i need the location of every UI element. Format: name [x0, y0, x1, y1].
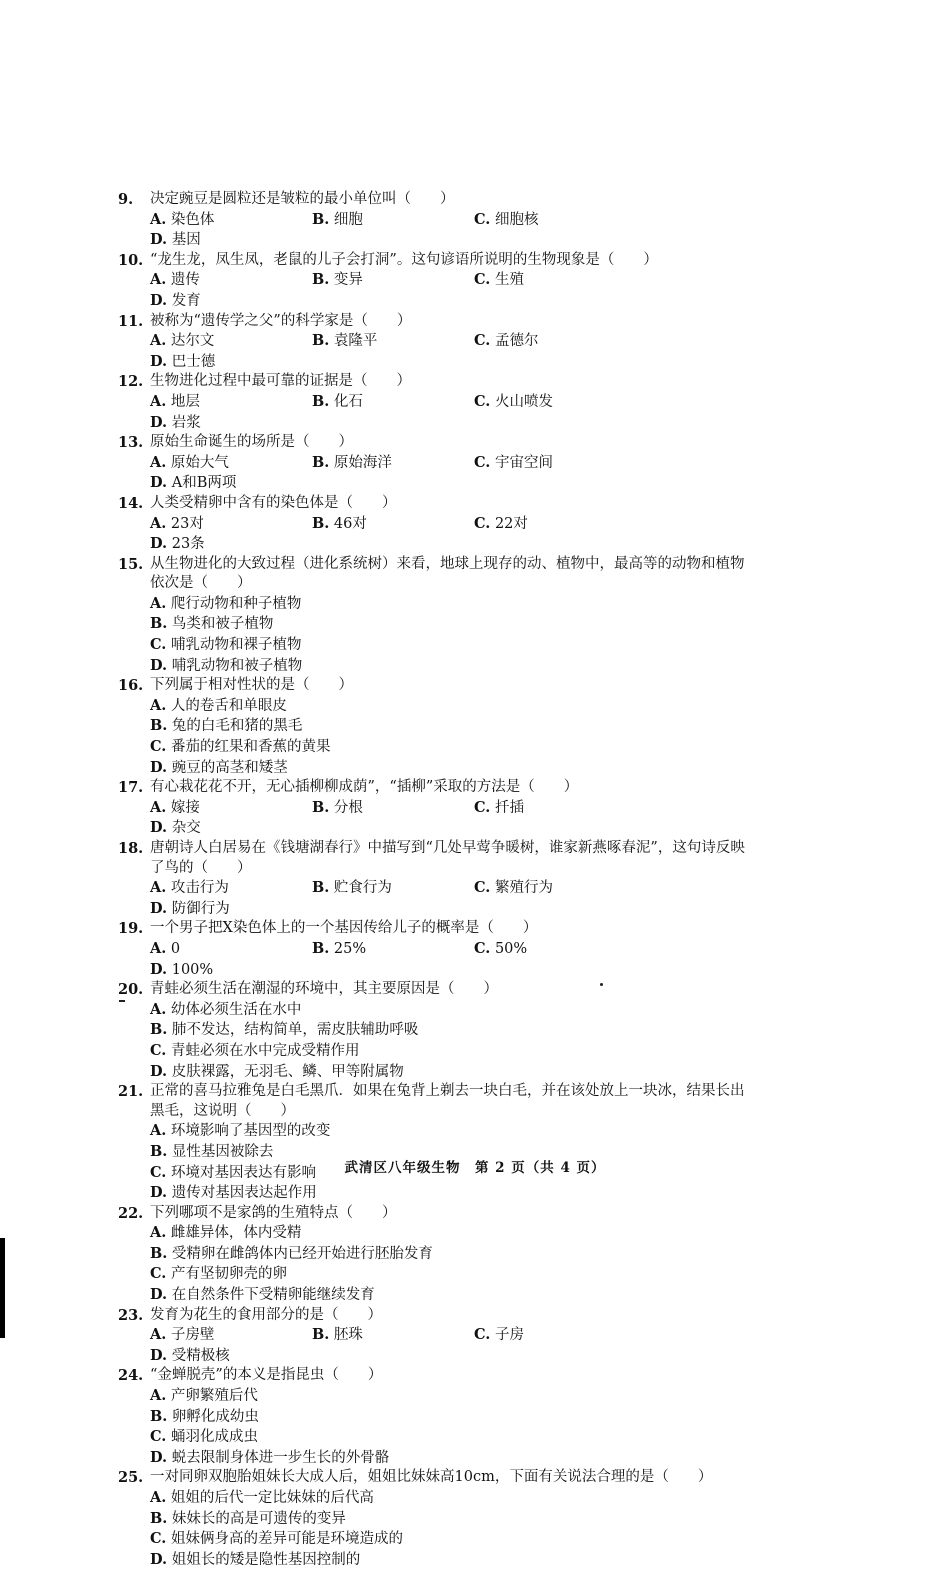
option-group	[118, 331, 758, 372]
question-stem: 正常的喜马拉雅兔是白毛黑爪．如果在兔背上剃去一块白毛，并在该处放上一块冰，结果长出黑毛，这说明（ ）	[150, 1083, 745, 1119]
question-stem: 从生物进化的大致过程（进化系统树）来看，地球上现存的动、植物中，最高等的动物和植物依次是（ ）	[150, 555, 745, 592]
option-text: 番茄的红果和香蕉的黄果	[170, 739, 331, 756]
option-group	[118, 210, 758, 251]
option-label: C.	[150, 1163, 167, 1181]
option-label: C.	[150, 1265, 167, 1283]
option-item	[312, 514, 474, 535]
option-text: 25%	[333, 940, 367, 957]
question-item	[118, 555, 758, 677]
option-text: 胚珠	[333, 1327, 363, 1344]
question-stem: 被称为“遗传学之父”的科学家是（ ）	[150, 312, 412, 329]
question-number: 17.	[118, 779, 144, 797]
option-group	[118, 514, 758, 555]
option-group	[118, 1000, 758, 1082]
option-text: 子房	[494, 1327, 524, 1344]
option-label: D.	[150, 1062, 168, 1080]
option-label: C.	[150, 738, 167, 756]
option-text: 妹妹长的高是可遗传的变异	[171, 1510, 346, 1527]
question-stem: 人类受精卵中含有的染色体是（ ）	[150, 494, 397, 511]
option-label: B.	[150, 615, 168, 633]
option-text: 嫁接	[170, 799, 200, 816]
question-stem: 有心栽花花不开，无心插柳柳成荫”，“插柳”采取的方法是（ ）	[150, 779, 579, 796]
option-label: D.	[150, 474, 168, 492]
option-item	[474, 514, 636, 535]
question-item	[118, 1082, 758, 1204]
option-text: 扦插	[494, 799, 524, 816]
question-item	[118, 251, 758, 312]
option-text: 0	[170, 940, 181, 957]
question-item	[118, 312, 758, 373]
question-number: 18.	[118, 840, 144, 857]
question-item	[118, 778, 758, 839]
question-number: 20.	[118, 981, 144, 999]
option-text: 染色体	[170, 211, 215, 228]
question-number: 10.	[118, 251, 144, 269]
question-number: 12.	[118, 373, 144, 391]
option-text: 宇宙空间	[494, 454, 553, 471]
option-label: D.	[150, 413, 168, 431]
option-item	[150, 878, 312, 899]
option-item	[150, 656, 473, 677]
option-text: 豌豆的高茎和矮茎	[171, 759, 288, 776]
option-group	[118, 696, 758, 778]
question-number: 23.	[118, 1306, 144, 1324]
question-number: 14.	[118, 494, 144, 512]
option-text: 遗传对基因表达起作用	[171, 1185, 317, 1202]
option-label: A.	[150, 1224, 167, 1242]
question-stem: 唐朝诗人白居易在《钱塘湖春行》中描写到“几处早莺争暖树，谁家新燕啄春泥”，这句诗反映了鸟的（ ）	[150, 840, 745, 876]
option-text: 23条	[171, 536, 205, 553]
option-item	[474, 210, 636, 231]
option-item	[150, 1285, 758, 1306]
option-item	[150, 737, 473, 758]
option-label: D.	[150, 535, 168, 553]
option-text: 蛹羽化成成虫	[170, 1429, 258, 1446]
question-stem: 一对同卵双胞胎姐妹长大成人后，姐姐比妹妹高10cm，下面有关说法合理的是（ ）	[150, 1469, 713, 1486]
option-item	[474, 1325, 636, 1346]
option-item	[150, 210, 312, 231]
option-label: B.	[312, 514, 330, 532]
option-text: 100%	[171, 961, 214, 978]
option-text: 防御行为	[171, 900, 230, 917]
option-group	[118, 270, 758, 311]
option-text: 姐妹俩身高的差异可能是环境造成的	[170, 1531, 403, 1548]
option-label: D.	[150, 899, 168, 917]
option-group	[118, 392, 758, 433]
question-stem: 下列属于相对性状的是（ ）	[150, 677, 353, 694]
question-item	[118, 190, 758, 251]
option-label: C.	[474, 453, 491, 471]
option-label: B.	[150, 1142, 168, 1160]
option-item	[150, 534, 312, 555]
question-item	[118, 1366, 758, 1468]
question-item	[118, 1204, 758, 1306]
question-stem: 下列哪项不是家鸽的生殖特点（ ）	[150, 1204, 397, 1221]
question-number: 25.	[118, 1469, 144, 1487]
option-label: A.	[150, 939, 167, 957]
option-label: A.	[150, 1326, 167, 1344]
option-text: 贮食行为	[333, 880, 392, 897]
option-text: 爬行动物和种子植物	[170, 595, 302, 612]
option-item	[150, 635, 473, 656]
option-label: B.	[150, 1021, 168, 1039]
option-label: B.	[150, 1407, 168, 1425]
option-item	[474, 270, 636, 291]
option-text: 23对	[170, 515, 204, 532]
option-text: 46对	[333, 515, 367, 532]
question-number: 16.	[118, 677, 144, 695]
option-text: 在自然条件下受精卵能继续发育	[171, 1287, 375, 1304]
option-label: C.	[474, 210, 491, 228]
question-number: 24.	[118, 1367, 144, 1385]
option-group	[118, 1386, 758, 1468]
option-text: 幼体必须生活在水中	[170, 1001, 302, 1018]
option-item	[150, 1223, 758, 1244]
option-text: 哺乳动物和被子植物	[171, 657, 303, 674]
option-label: B.	[150, 1244, 168, 1262]
option-label: B.	[312, 271, 330, 289]
option-label: A.	[150, 1387, 167, 1405]
option-item	[150, 1041, 758, 1062]
option-label: C.	[474, 514, 491, 532]
question-item	[118, 372, 758, 433]
option-label: D.	[150, 1184, 168, 1202]
option-label: A.	[150, 392, 167, 410]
option-text: 蜕去限制身体进一步生长的外骨骼	[171, 1449, 390, 1466]
option-item	[312, 939, 474, 960]
question-number: 13.	[118, 434, 144, 452]
option-item	[150, 1183, 473, 1204]
option-text: 繁殖行为	[494, 880, 553, 897]
option-label: D.	[150, 352, 168, 370]
option-label: A.	[150, 696, 167, 714]
option-text: 原始大气	[170, 454, 229, 471]
scan-speck	[600, 983, 603, 986]
option-text: 生殖	[494, 272, 524, 289]
option-item	[312, 453, 474, 474]
option-item	[474, 798, 636, 819]
option-item	[150, 473, 312, 494]
option-group	[118, 798, 758, 839]
option-item	[150, 798, 312, 819]
option-item	[150, 1488, 473, 1509]
option-group	[118, 939, 758, 980]
option-text: 受精卵在雌鸽体内已经开始进行胚胎发育	[171, 1245, 433, 1262]
option-text: 青蛙必须在水中完成受精作用	[170, 1042, 360, 1059]
option-text: 达尔文	[170, 333, 215, 350]
option-item	[150, 960, 312, 981]
option-item	[150, 1509, 473, 1530]
question-item	[118, 1468, 758, 1570]
question-stem: 一个男子把X染色体上的一个基因传给儿子的概率是（ ）	[150, 920, 538, 937]
option-label: B.	[312, 939, 330, 957]
option-text: 基因	[171, 232, 201, 249]
option-text: 环境对基因表达有影响	[170, 1164, 316, 1181]
question-list	[118, 190, 758, 1570]
option-text: 显性基因被除去	[171, 1143, 274, 1160]
option-text: 子房壁	[170, 1327, 215, 1344]
question-stem: 生物进化过程中最可靠的证据是（ ）	[150, 373, 411, 390]
question-stem: 青蛙必须生活在潮湿的环境中，其主要原因是（ ）	[150, 981, 498, 998]
option-group	[118, 1488, 758, 1570]
option-label: D.	[150, 960, 168, 978]
option-item	[150, 594, 473, 615]
option-item	[150, 230, 312, 251]
option-item	[150, 1427, 473, 1448]
option-label: D.	[150, 1550, 168, 1568]
option-label: B.	[312, 392, 330, 410]
option-item	[312, 331, 474, 352]
option-text: 兔的白毛和猪的黑毛	[171, 718, 303, 735]
option-text: 产卵繁殖后代	[170, 1388, 258, 1405]
option-item	[150, 331, 312, 352]
option-label: A.	[150, 594, 167, 612]
option-text: 鸟类和被子植物	[171, 616, 274, 633]
option-label: C.	[474, 879, 491, 897]
option-group	[118, 594, 758, 676]
option-label: A.	[150, 271, 167, 289]
option-item	[312, 878, 474, 899]
option-text: 姐姐长的矮是隐性基因控制的	[171, 1551, 361, 1568]
option-label: C.	[474, 271, 491, 289]
option-text: 姐姐的后代一定比妹妹的后代高	[170, 1490, 374, 1506]
option-text: 分根	[333, 799, 363, 816]
option-label: D.	[150, 291, 168, 309]
option-item	[150, 1325, 312, 1346]
option-label: D.	[150, 1448, 168, 1466]
option-text: 化石	[333, 393, 363, 410]
option-text: 发育	[171, 292, 201, 309]
question-item	[118, 433, 758, 494]
option-label: A.	[150, 514, 167, 532]
option-text: 哺乳动物和裸子植物	[170, 637, 302, 654]
option-label: B.	[312, 210, 330, 228]
option-text: 原始海洋	[333, 454, 392, 471]
question-item	[118, 839, 758, 919]
option-group	[118, 1325, 758, 1366]
option-text: 遗传	[170, 272, 200, 289]
option-label: C.	[474, 939, 491, 957]
option-group	[118, 878, 758, 919]
option-text: 50%	[494, 940, 528, 957]
option-text: 产有坚韧卵壳的卵	[170, 1266, 287, 1283]
question-stem: 发育为花生的食用部分的是（ ）	[150, 1306, 382, 1323]
scan-edge-mark	[0, 1238, 5, 1338]
option-item	[150, 270, 312, 291]
option-text: 杂交	[171, 820, 201, 837]
option-item	[150, 758, 473, 779]
option-item	[150, 1407, 473, 1428]
option-label: C.	[150, 636, 167, 654]
option-item	[150, 1550, 473, 1570]
option-label: B.	[150, 717, 168, 735]
option-item	[150, 1244, 758, 1265]
option-text: 环境影响了基因型的改变	[170, 1123, 331, 1140]
option-label: A.	[150, 332, 167, 350]
question-number: 21.	[118, 1083, 144, 1101]
option-item	[150, 899, 312, 920]
option-item	[474, 939, 636, 960]
question-number: 22.	[118, 1204, 144, 1222]
option-group	[118, 453, 758, 494]
question-stem: 原始生命诞生的场所是（ ）	[150, 434, 353, 451]
option-text: 22对	[494, 515, 528, 532]
option-item	[150, 614, 473, 635]
option-item	[150, 1529, 473, 1550]
option-label: A.	[150, 1122, 167, 1140]
question-item	[118, 676, 758, 778]
option-text: 细胞	[333, 211, 363, 228]
option-label: D.	[150, 231, 168, 249]
option-label: C.	[150, 1428, 167, 1446]
option-label: D.	[150, 656, 168, 674]
option-item	[150, 716, 473, 737]
scan-speck	[119, 1000, 125, 1002]
option-label: B.	[312, 332, 330, 350]
option-label: D.	[150, 819, 168, 837]
option-item	[150, 453, 312, 474]
option-item	[150, 352, 312, 373]
option-item	[474, 453, 636, 474]
option-item	[474, 331, 636, 352]
option-label: C.	[474, 798, 491, 816]
option-item	[312, 798, 474, 819]
option-item	[474, 392, 636, 413]
option-text: 攻击行为	[170, 880, 229, 897]
question-number: 19.	[118, 920, 144, 938]
option-text: 雌雄异体，体内受精	[170, 1225, 302, 1242]
option-group	[118, 1223, 758, 1305]
option-label: A.	[150, 798, 167, 816]
option-item	[150, 1062, 758, 1083]
option-label: D.	[150, 1346, 168, 1364]
option-label: A.	[150, 210, 167, 228]
option-item	[150, 1000, 758, 1021]
question-item	[118, 1306, 758, 1367]
option-item	[150, 939, 312, 960]
option-item	[312, 270, 474, 291]
option-item	[312, 392, 474, 413]
page-footer: 武清区八年级生物 第 2 页（共 4 页）	[344, 1160, 606, 1176]
option-item	[150, 818, 312, 839]
option-label: B.	[312, 879, 330, 897]
option-label: B.	[312, 453, 330, 471]
option-text: 变异	[333, 272, 363, 289]
option-label: A.	[150, 879, 167, 897]
option-item	[150, 1020, 758, 1041]
option-text: A和B两项	[171, 475, 237, 492]
option-label: A.	[150, 1489, 167, 1506]
question-number: 9.	[118, 191, 134, 208]
option-item	[474, 878, 636, 899]
option-text: 火山喷发	[494, 393, 553, 410]
option-item	[150, 413, 312, 434]
option-text: 卵孵化成幼虫	[171, 1408, 259, 1425]
option-label: B.	[312, 1326, 330, 1344]
option-label: C.	[150, 1530, 167, 1548]
question-number: 15.	[118, 555, 144, 573]
option-item	[312, 210, 474, 231]
option-label: B.	[312, 798, 330, 816]
option-label: C.	[474, 1326, 491, 1344]
option-item	[150, 1448, 473, 1469]
option-label: A.	[150, 1000, 167, 1018]
option-text: 地层	[170, 393, 200, 410]
option-item	[312, 1325, 474, 1346]
question-stem: “金蝉脱壳”的本义是指昆虫（ ）	[150, 1367, 383, 1384]
option-text: 皮肤裸露，无羽毛、鳞、甲等附属物	[171, 1063, 404, 1080]
option-item	[150, 514, 312, 535]
option-text: 孟德尔	[494, 333, 539, 350]
option-item	[150, 291, 312, 312]
option-text: 细胞核	[494, 211, 539, 228]
question-number: 11.	[118, 312, 144, 330]
option-item	[150, 1346, 312, 1367]
option-item	[150, 1121, 473, 1142]
option-label: C.	[474, 392, 491, 410]
option-text: 肺不发达，结构简单，需皮肤辅助呼吸	[171, 1022, 419, 1039]
option-label: B.	[150, 1509, 168, 1527]
question-stem: “龙生龙，凤生凤，老鼠的儿子会打洞”。这句谚语所说明的生物现象是（ ）	[150, 251, 658, 268]
question-item	[118, 980, 758, 1082]
question-stem: 决定豌豆是圆粒还是皱粒的最小单位叫（ ）	[150, 191, 455, 207]
option-item	[150, 696, 473, 717]
option-label: A.	[150, 453, 167, 471]
option-item	[150, 1386, 473, 1407]
option-item	[150, 1264, 758, 1285]
option-label: C.	[474, 332, 491, 350]
option-text: 受精极核	[171, 1347, 230, 1364]
option-item	[150, 392, 312, 413]
question-item	[118, 494, 758, 555]
question-item	[118, 919, 758, 980]
option-text: 巴士德	[171, 353, 216, 370]
option-text: 袁隆平	[333, 333, 378, 350]
option-text: 人的卷舌和单眼皮	[170, 697, 287, 714]
option-text: 岩浆	[171, 414, 201, 431]
option-label: C.	[150, 1041, 167, 1059]
option-label: D.	[150, 1286, 168, 1304]
option-label: D.	[150, 758, 168, 776]
